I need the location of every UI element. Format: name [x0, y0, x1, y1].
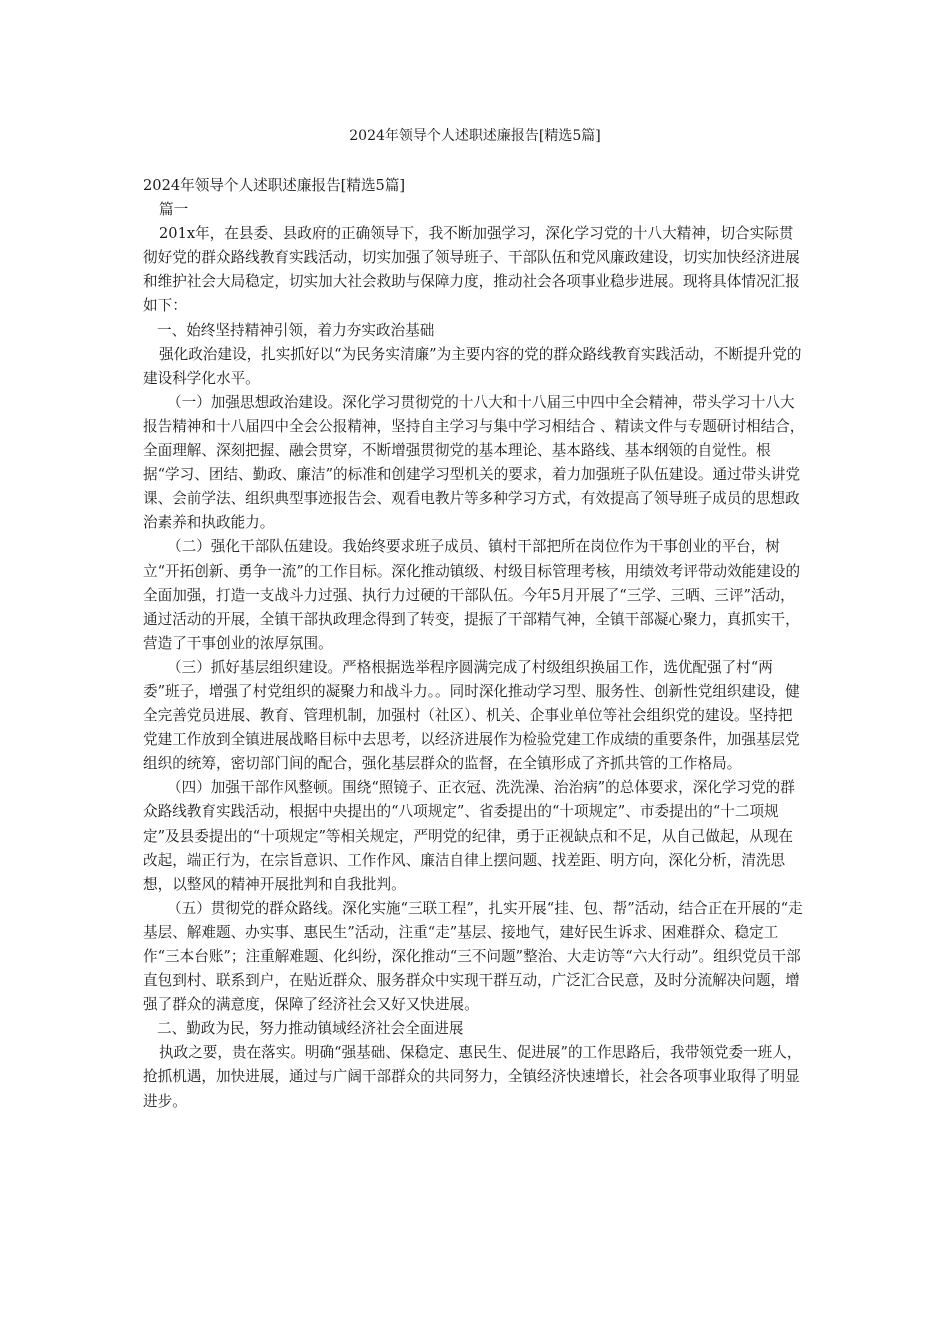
- paragraph: 执政之要，贵在落实。明确“强基础、保稳定、惠民生、促进展”的工作思路后，我带领党委一班人，抢抓机遇，加快进展，通过与广阔干部群众的共同努力，全镇经济快速增长，社会各项事业取得了明显进步。: [143, 1044, 802, 1110]
- paragraph-intro: 201x年，在县委、县政府的正确领导下，我不断加强学习，深化学习党的十八大精神，切合实际贯彻好党的群众路线教育实践活动，切实加强了领导班子、干部队伍和党风廉政建设，切实加快经济进展和维护社会大局稳定，切实加大社会救助与保障力度，推动社会各项事业稳步进展。现将具体情况汇报如下：: [143, 225, 800, 315]
- paragraph: （二）强化干部队伍建设。我始终要求班子成员、镇村干部把所在岗位作为干事创业的平台，树立“开拓创新、勇争一流”的工作目标。深化推动镇级、村级目标管理考核，用绩效考评带动效能建设的全面加强，打造一支战斗力过强、执行力过硬的干部队伍。今年5月开展了“三学、三晒、三评”活动，通过活动的开展，全镇干部执政理念得到了转变，提振了干部精气神，全镇干部凝心聚力，真抓实干，营造了干事创业的浓厚氛围。: [143, 538, 801, 652]
- document-subtitle: 2024年领导个人述职述廉报告[精选5篇]: [143, 177, 406, 194]
- heading-section-two: 二、勤政为民，努力推动镇域经济社会全面进展: [157, 1020, 464, 1038]
- paragraph: （一）加强思想政治建设。深化学习贯彻党的十八大和十八届三中四中全会精神，带头学习十八大报告精神和十八届四中全会公报精神，坚持自主学习与集中学习相结合 、精读文件与专题研讨相结合，全面理解、深刻把握、融会贯穿，不断增强贯彻党的基本理论、基本路线、基本纲领的自觉性。根据“学习、团结、勤政、廉洁”的标准和创建学习型机关的要求，着力加强班子队伍建设。通过带头讲党课、会前学法、组织典型事迹报告会、观看电教片等多种学习方式，有效提高了领导班子成员的思想政治素养和执政能力。: [143, 393, 805, 532]
- paragraph: （四）加强干部作风整顿。围绕“照镜子、正衣冠、洗洗澡、治治病”的总体要求，深化学习党的群众路线教育实践活动，根据中央提出的“八项规定”、省委提出的“十项规定”、市委提出的“十二项规定”及县委提出的“十项规定”等相关规定，严明党的纪律，勇于正视缺点和不足，从自己做起，从现在改起，端正行为，在宗旨意识、工作作风、廉洁自律上摆问题、找差距、明方向，深化分析，清洗思想，以整风的精神开展批判和自我批判。: [143, 779, 795, 893]
- document-body: [143, 174, 807, 1114]
- section-label: 篇一: [159, 201, 189, 219]
- heading-section-one: 一、始终坚持精神引领，着力夯实政治基础: [157, 321, 435, 339]
- page-title: 2024年领导个人述职述廉报告[精选5篇]: [349, 128, 601, 144]
- paragraph: （三）抓好基层组织建设。严格根据选举程序圆满完成了村级组织换届工作，选优配强了村“两委”班子，增强了村党组织的凝聚力和战斗力。。同时深化推动学习型、服务性、创新性党组织建设，健全完善党员进展、教育、管理机制，加强村（社区）、机关、企事业单位等社会组织党的建设。坚持把党建工作放到全镇进展战略目标中去思考，以经济进展作为检验党建工作成绩的重要条件，加强基层党组织的统筹，密切部门间的配合，强化基层群众的监督，在全镇形成了齐抓共管的工作格局。: [143, 658, 800, 773]
- paragraph: 强化政治建设，扎实抓好以“为民务实清廉”为主要内容的党的群众路线教育实践活动，不断提升党的建设科学化水平。: [143, 345, 802, 387]
- paragraph: （五）贯彻党的群众路线。深化实施“三联工程”，扎实开展“挂、包、帮”活动，结合正在开展的“走基层、解难题、办实事、惠民生”活动，注重“走”基层、接地气，建好民生诉求、困难群众、稳定工作“三本台账”；注重解难题、化纠纷，深化推动“三不问题”整治、大走访等“六大行动”。组织党员干部直包到村、联系到户，在贴近群众、服务群众中实现干群互动，广泛汇合民意，及时分流解决问题，增强了群众的满意度，保障了经济社会又好又快进展。: [143, 899, 803, 1014]
